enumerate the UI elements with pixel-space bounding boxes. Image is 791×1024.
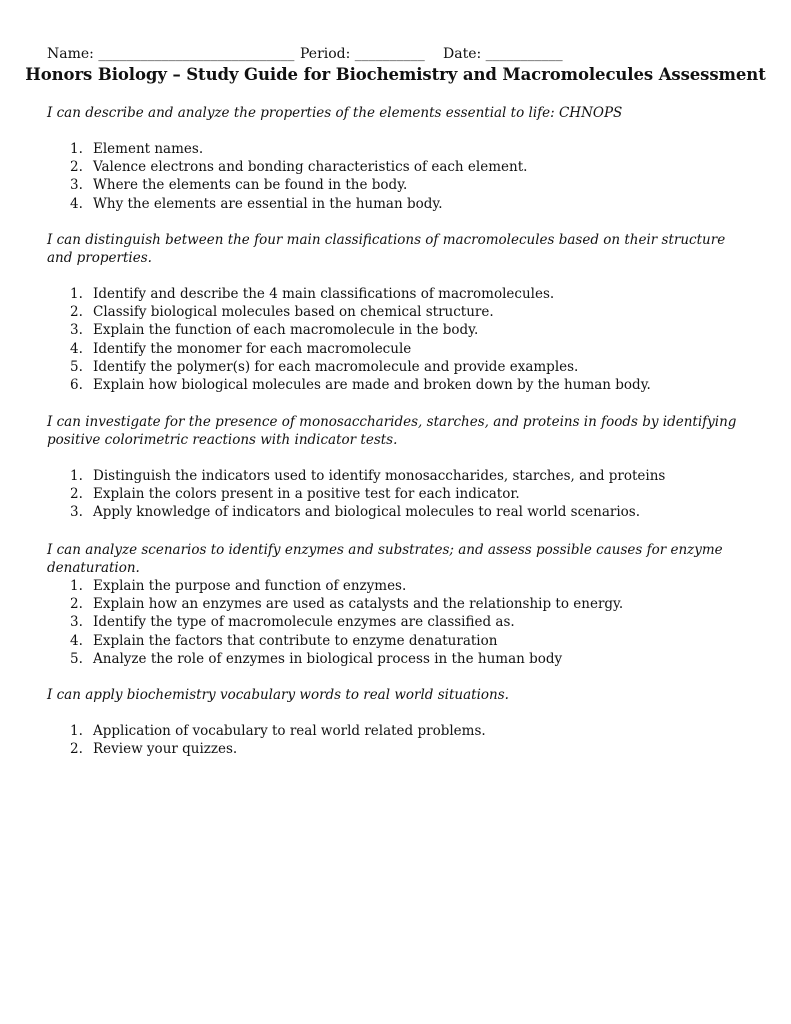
list-item: 2. Explain the colors present in a positive test for each indicator. [70,486,520,503]
list-item: 5. Analyze the role of enzymes in biological process in the human body [70,650,563,667]
list-item: 1. Application of vocabulary to real world related problems. [70,723,486,739]
list-item: 3. Apply knowledge of indicators and biological molecules to real world scenarios. [70,504,640,521]
section-list [47,577,747,668]
list-item: 2. Valence electrons and bonding characteristics of each element. [70,159,528,176]
date-field: Date: ___________ [443,46,563,62]
section-statement: I can apply biochemistry vocabulary words to real world situations. [47,687,509,703]
list-item: 4. Identify the monomer for each macromolecule [70,340,412,357]
list-item: 3. Where the elements can be found in the body. [70,177,408,194]
list-item: 2. Review your quizzes. [70,741,238,758]
section-list [47,285,747,394]
list-item: 1. Identify and describe the 4 main classifications of macromolecules. [70,286,555,302]
section-statement: I can analyze scenarios to identify enzymes and substrates; and assess possible causes for enzyme denaturation. [47,542,723,576]
name-field: Name: ____________________________ [47,46,295,62]
section-indicators [47,413,747,522]
section-elements [47,104,747,213]
section-macromolecules [47,231,747,394]
list-item: 1. Explain the purpose and function of enzymes. [70,578,407,594]
list-item: 3. Explain the function of each macromolecule in the body. [70,322,479,339]
list-item: 2. Explain how an enzymes are used as catalysts and the relationship to energy. [70,596,624,613]
section-list [47,140,747,213]
list-item: 6. Explain how biological molecules are made and broken down by the human body. [70,377,651,394]
header-fields [47,46,563,62]
list-item: 1. Element names. [70,141,204,157]
section-statement: I can describe and analyze the properties of the elements essential to life: CHNOPS [47,105,623,121]
list-item: 5. Identify the polymer(s) for each macromolecule and provide examples. [70,358,579,375]
section-statement: I can investigate for the presence of monosaccharides, starches, and proteins in foods by identifying positive colorimetric reactions with indicator tests. [47,414,737,448]
section-enzymes [47,541,747,668]
page-title: Honors Biology – Study Guide for Biochemistry and Macromolecules Assessment [25,65,766,84]
section-statement: I can distinguish between the four main classifications of macromolecules based on their structure and properties. [47,232,726,266]
section-vocabulary [47,686,747,758]
section-list [47,722,747,758]
period-field: Period: __________ [300,46,425,62]
list-item: 4. Why the elements are essential in the human body. [70,195,443,212]
section-list [47,467,747,522]
list-item: 4. Explain the factors that contribute to enzyme denaturation [70,632,498,649]
list-item: 2. Classify biological molecules based on chemical structure. [70,304,494,321]
list-item: 3. Identify the type of macromolecule enzymes are classified as. [70,614,515,631]
list-item: 1. Distinguish the indicators used to identify monosaccharides, starches, and proteins [70,468,666,484]
